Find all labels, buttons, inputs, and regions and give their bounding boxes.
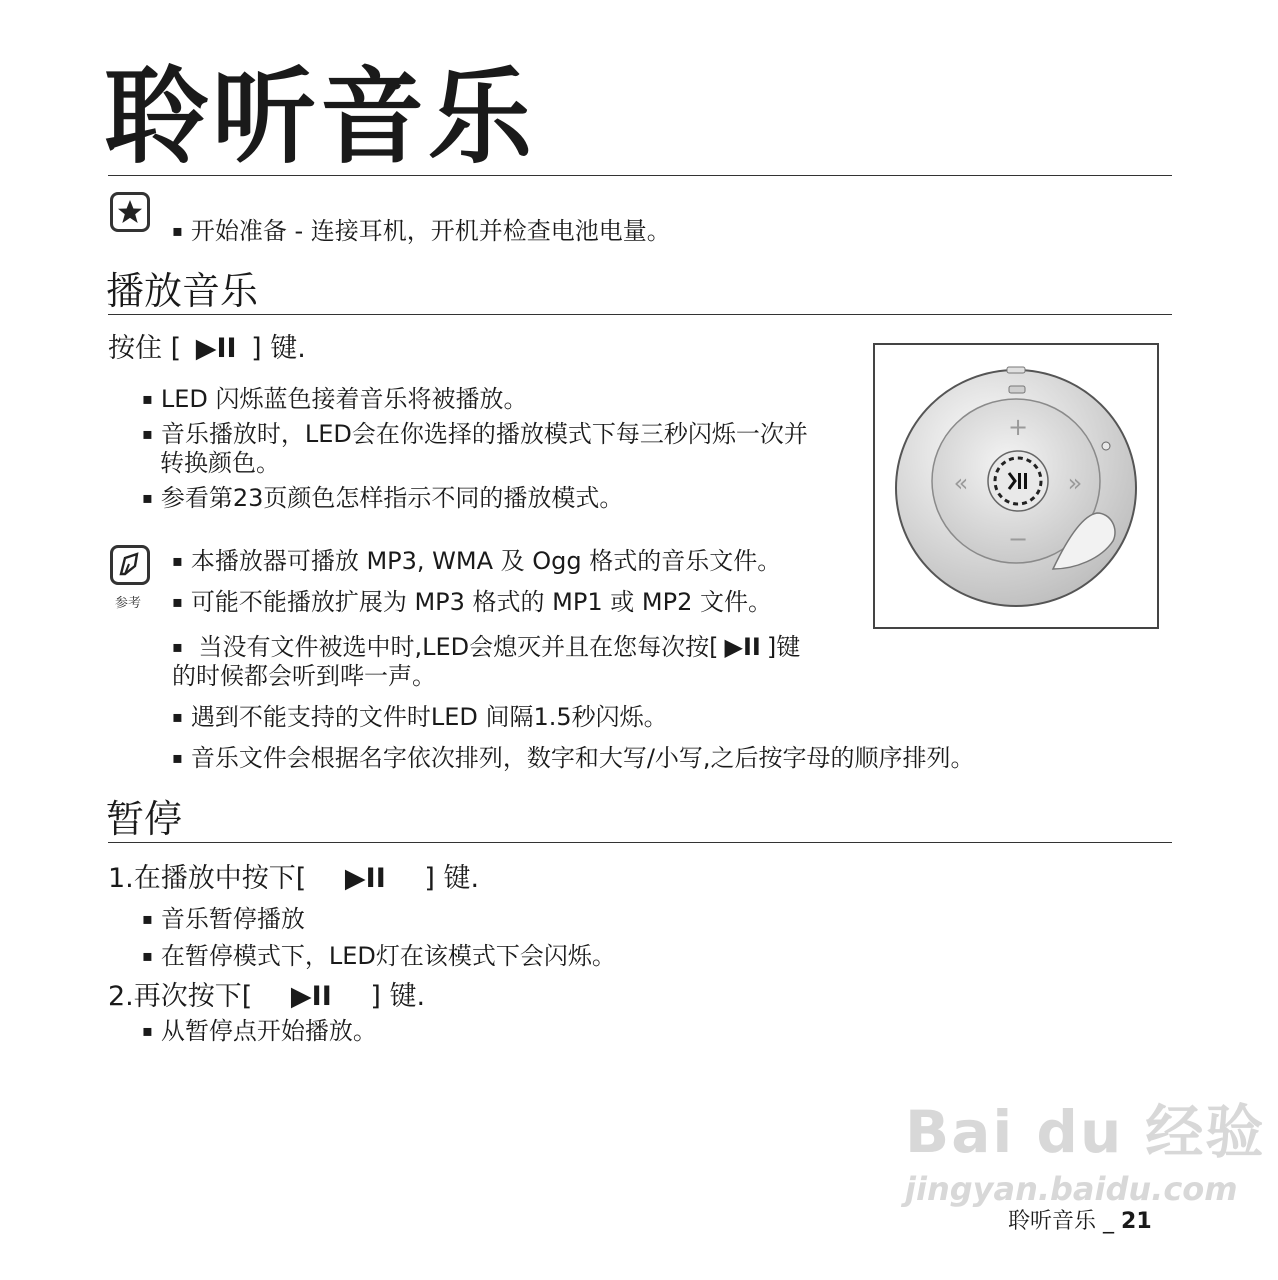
step2-pre: 2.再次按下[ [108, 981, 253, 1012]
footer-section: 聆听音乐 [1008, 1209, 1097, 1234]
note-label: 参考 [115, 596, 142, 611]
svg-text:»: » [1067, 469, 1083, 497]
device-figure [873, 343, 1159, 629]
play-pause-key-icon: ▶II [290, 981, 332, 1012]
note-item-3-text: 当没有文件被选中时,LED会熄灭并且在您每次按[ [198, 633, 719, 661]
play-bullet-1: ▪ LED 闪烁蓝色接着音乐将被播放。 [142, 384, 528, 417]
instruction-pre: 按住 [ [108, 333, 182, 364]
play-heading: 播放音乐 [106, 269, 259, 313]
play-bullet-2-cont: 转换颜色。 [160, 449, 280, 477]
page-title: 聆听音乐 [104, 56, 537, 178]
page-number: 21 [1121, 1209, 1152, 1234]
step1-bullet-2: ▪ 在暂停模式下，LED灯在该模式下会闪烁。 [142, 941, 616, 974]
player-illustration [875, 345, 1157, 627]
note-item-4: ▪ 遇到不能支持的文件时LED 间隔1.5秒闪烁。 [172, 702, 668, 735]
svg-text:«: « [953, 469, 969, 497]
prep-text: ▪ 开始准备 - 连接耳机，开机并检查电池电量。 [172, 216, 671, 249]
step1-bullet-1: ▪ 音乐暂停播放 [142, 904, 305, 937]
note-item-2: ▪ 可能不能播放扩展为 MP3 格式的 MP1 或 MP2 文件。 [172, 587, 772, 620]
play-pause-key-icon: ▶II [344, 863, 386, 894]
svg-text:+: + [1007, 413, 1029, 441]
play-rule [108, 314, 1172, 315]
instruction-post: ] 键. [251, 333, 306, 364]
play-pause-key-icon: ▶II [195, 333, 237, 364]
watermark-url: jingyan.baidu.com [905, 1170, 1238, 1208]
title-rule [108, 175, 1172, 176]
step2-post: ] 键. [370, 981, 426, 1012]
play-instruction [108, 334, 306, 364]
note-item-3-post: ]键 [766, 633, 801, 661]
watermark-brand: Bai du 经验 [905, 1098, 1266, 1166]
footer-separator: _ [1103, 1209, 1115, 1234]
play-pause-key-icon: ▶II [724, 633, 761, 661]
step1-post: ] 键. [424, 863, 480, 894]
pause-step-2 [108, 982, 425, 1012]
pause-rule [108, 842, 1172, 843]
play-bullet-3: ▪ 参看第23页颜色怎样指示不同的播放模式。 [142, 483, 623, 516]
step2-bullet-1: ▪ 从暂停点开始播放。 [142, 1016, 377, 1049]
play-bullet-2: ▪ 音乐播放时，LED会在你选择的播放模式下每三秒闪烁一次并 [142, 419, 808, 452]
note-item-3-cont: 的时候都会听到哔一声。 [172, 662, 436, 690]
pause-heading: 暂停 [106, 797, 183, 841]
step1-pre: 1.在播放中按下[ [108, 863, 307, 894]
note-icon [110, 545, 150, 585]
note-item-1: ▪ 本播放器可播放 MP3, WMA 及 Ogg 格式的音乐文件。 [172, 546, 781, 579]
star-icon [110, 192, 150, 232]
page-footer [1008, 1204, 1152, 1235]
pause-step-1 [108, 864, 479, 894]
svg-text:−: − [1007, 525, 1029, 553]
note-item-5: ▪ 音乐文件会根据名字依次排列，数字和大写/小写,之后按字母的顺序排列。 [172, 743, 975, 776]
